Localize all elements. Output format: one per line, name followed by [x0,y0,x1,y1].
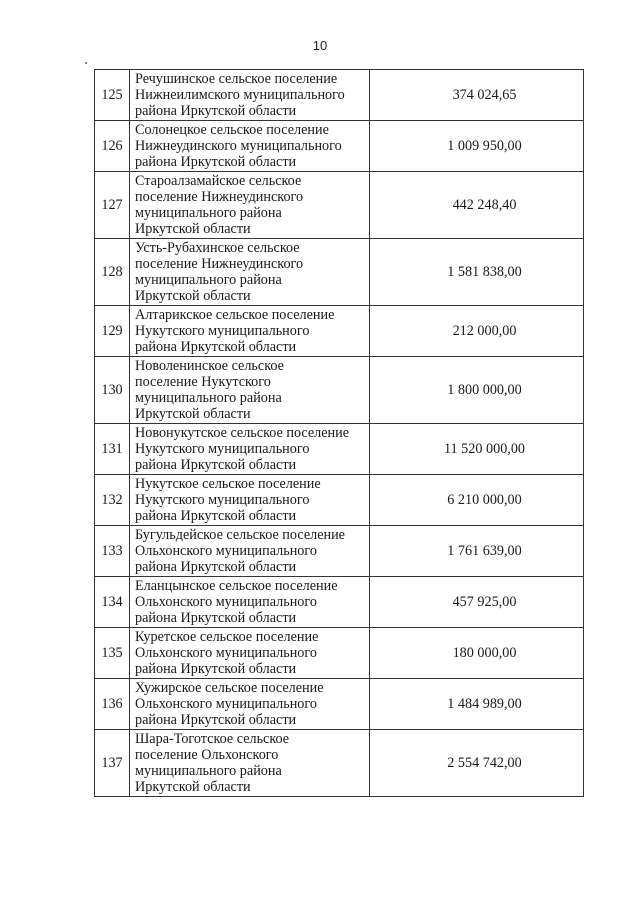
settlement-name [130,121,370,172]
table-row [95,172,584,239]
settlement-name-line: Ольхонского муниципального [135,696,317,712]
table-row [95,70,584,121]
row-number: 125 [95,70,130,121]
table-row [95,306,584,357]
table-row [95,526,584,577]
settlement-name [130,526,370,577]
page-number: 10 [312,38,328,53]
settlement-name [130,730,370,797]
table-row [95,577,584,628]
settlement-name-line: района Иркутской области [135,661,297,677]
settlement-name-line: Нукутское сельское поселение [135,476,321,492]
settlement-name [130,475,370,526]
settlement-name-line: Иркутской области [135,288,251,304]
settlement-name [130,357,370,424]
settlement-name-line: муниципального района [135,272,282,288]
settlement-name-line: Новоленинское сельское [135,358,284,374]
settlement-name-line: Речушинское сельское поселение [135,71,338,87]
settlement-name-line: Новонукутское сельское поселение [135,425,350,441]
row-number: 133 [95,526,130,577]
settlement-name-line: района Иркутской области [135,508,297,524]
settlement-name-line: района Иркутской области [135,559,297,575]
settlement-name [130,628,370,679]
settlement-name-line: Иркутской области [135,406,251,422]
settlement-name-line: района Иркутской области [135,712,297,728]
settlement-name [130,70,370,121]
amount-value: 374 024,65 [370,70,584,121]
settlement-name-line: Еланцынское сельское поселение [135,578,338,594]
settlement-name-line: Усть-Рубахинское сельское [135,240,300,256]
settlement-name-line: Ольхонского муниципального [135,543,317,559]
settlement-name-line: Бугульдейское сельское поселение [135,527,345,543]
settlement-name-line: Куретское сельское поселение [135,629,319,645]
settlement-name-line: Шара-Тоготское сельское [135,731,290,747]
settlement-name-line: Алтарикское сельское поселение [135,307,335,323]
settlement-name-line: района Иркутской области [135,610,297,626]
table-row [95,628,584,679]
row-number: 134 [95,577,130,628]
settlement-name-line: Хужирское сельское поселение [135,680,324,696]
row-number: 131 [95,424,130,475]
settlement-name [130,424,370,475]
settlement-name [130,306,370,357]
row-number: 137 [95,730,130,797]
settlement-name-line: района Иркутской области [135,339,297,355]
settlement-name-line: муниципального района [135,390,282,406]
amount-value: 1 009 950,00 [370,121,584,172]
row-number: 132 [95,475,130,526]
settlement-name-line: Ольхонского муниципального [135,594,317,610]
row-number: 127 [95,172,130,239]
settlement-name-line: Нижнеилимского муниципального [135,87,345,103]
table-row [95,424,584,475]
settlement-name-line: поселение Нижнеудинского [135,189,304,205]
table-row [95,475,584,526]
settlement-name-line: района Иркутской области [135,457,297,473]
settlement-name-line: Староалзамайское сельское [135,173,302,189]
amount-value: 457 925,00 [370,577,584,628]
settlement-name-line: Солонецкое сельское поселение [135,122,329,138]
amount-value: 2 554 742,00 [370,730,584,797]
table-row [95,730,584,797]
row-number: 129 [95,306,130,357]
settlement-name [130,172,370,239]
settlement-name-line: муниципального района [135,205,282,221]
row-number: 126 [95,121,130,172]
amount-value: 6 210 000,00 [370,475,584,526]
amount-value: 11 520 000,00 [370,424,584,475]
amount-value: 1 484 989,00 [370,679,584,730]
amount-value: 1 800 000,00 [370,357,584,424]
settlement-name-line: поселение Ольхонского [135,747,279,763]
amount-value: 1 761 639,00 [370,526,584,577]
settlement-name [130,679,370,730]
amount-value: 212 000,00 [370,306,584,357]
row-number: 128 [95,239,130,306]
settlement-name-line: района Иркутской области [135,154,297,170]
table-row [95,357,584,424]
settlement-name-line: Нукутского муниципального [135,441,310,457]
settlement-name [130,577,370,628]
amount-value: 180 000,00 [370,628,584,679]
settlement-name-line: поселение Нукутского [135,374,271,390]
amount-value: 442 248,40 [370,172,584,239]
table-row [95,121,584,172]
settlement-name-line: Иркутской области [135,779,251,795]
table-row [95,679,584,730]
row-number: 136 [95,679,130,730]
settlement-name [130,239,370,306]
amount-value: 1 581 838,00 [370,239,584,306]
settlement-name-line: поселение Нижнеудинского [135,256,304,272]
row-number: 130 [95,357,130,424]
settlement-name-line: Нукутского муниципального [135,492,310,508]
settlements-table [94,69,584,797]
scan-artifact-dot [85,62,87,64]
table-row [95,239,584,306]
settlements-table-body [95,70,584,797]
row-number: 135 [95,628,130,679]
settlement-name-line: муниципального района [135,763,282,779]
settlement-name-line: Нижнеудинского муниципального [135,138,342,154]
settlement-name-line: Нукутского муниципального [135,323,310,339]
settlement-name-line: Ольхонского муниципального [135,645,317,661]
settlement-name-line: района Иркутской области [135,103,297,119]
settlement-name-line: Иркутской области [135,221,251,237]
